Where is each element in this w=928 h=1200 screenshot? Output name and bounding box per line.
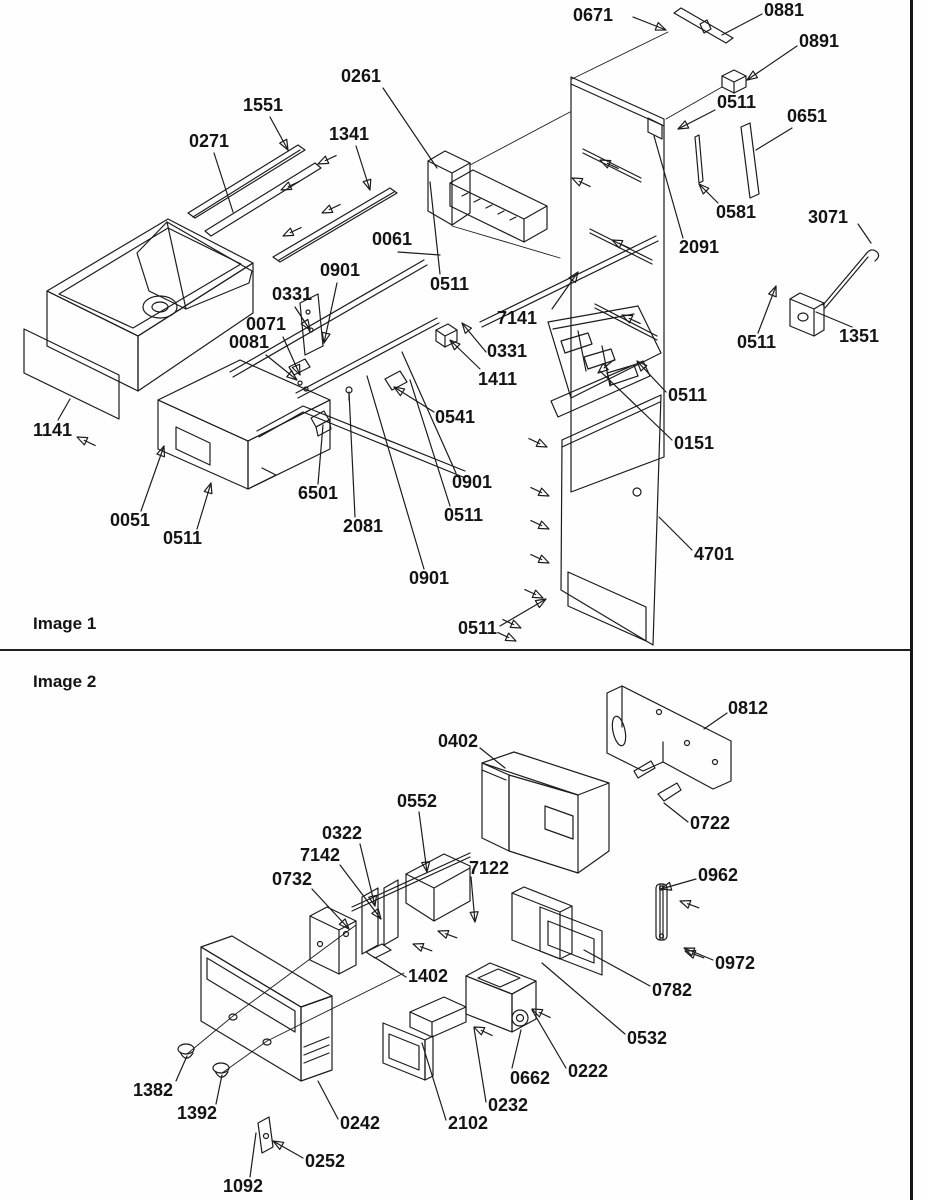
leader-line-0651 [756, 128, 792, 150]
leader-line-0511 [430, 182, 440, 274]
leader-line-0081 [266, 355, 297, 380]
ice-maker-head-shape [428, 112, 570, 258]
leader-line-0061 [398, 252, 440, 255]
image2-caption: Image 2 [33, 672, 97, 691]
part-label-0671: 0671 [573, 5, 614, 25]
leader-line-0671 [633, 17, 666, 30]
part-label-0972: 0972 [715, 953, 756, 973]
part-label-7122: 7122 [469, 858, 510, 878]
leader-line-0511 [637, 361, 666, 392]
part-label-0232: 0232 [488, 1095, 529, 1115]
page-right-border [910, 0, 913, 1200]
leader-line-0541 [394, 387, 434, 412]
leader-line-0511 [678, 110, 715, 129]
leader-line-4701 [659, 517, 692, 550]
leader-line-7122 [471, 877, 475, 922]
leader-line-1341 [356, 146, 370, 190]
part-label-1341: 1341 [329, 124, 370, 144]
leader-line-0252 [273, 1141, 303, 1158]
part-label-1351: 1351 [839, 326, 880, 346]
part-label-0222: 0222 [568, 1061, 609, 1081]
part-label-7142: 7142 [300, 845, 341, 865]
leader-line-0532 [542, 963, 625, 1034]
side-strip-shape [656, 884, 667, 940]
part-label-0322: 0322 [322, 823, 363, 843]
leader-line-1392 [216, 1075, 222, 1104]
leader-line-0901 [324, 283, 337, 343]
leader-line-0322 [360, 844, 375, 906]
leader-line-0511 [197, 483, 211, 529]
pin-shapes [634, 761, 681, 801]
part-label-1392: 1392 [177, 1103, 218, 1123]
part-label-0891: 0891 [799, 31, 840, 51]
leader-line-1402 [374, 957, 406, 977]
leader-line-0071 [283, 337, 300, 375]
part-label-2091: 2091 [679, 237, 720, 257]
part-label-0511: 0511 [444, 505, 484, 525]
part-label-0242: 0242 [340, 1113, 381, 1133]
leader-line-7141 [552, 272, 578, 309]
part-label-6501: 6501 [298, 483, 339, 503]
ice-bucket-shape [24, 219, 253, 419]
part-label-0782: 0782 [652, 980, 693, 1000]
leader-line-0881 [722, 14, 762, 35]
leader-line-2081 [349, 392, 355, 517]
part-label-0252: 0252 [305, 1151, 346, 1171]
part-label-0511: 0511 [163, 528, 203, 548]
part-label-0552: 0552 [397, 791, 438, 811]
leader-line-0271 [214, 153, 233, 212]
leader-line-0901 [367, 376, 424, 569]
center-frame-shapes [230, 236, 658, 477]
part-label-0812: 0812 [728, 698, 769, 718]
part-label-4701: 4701 [694, 544, 735, 564]
part-label-0901: 0901 [409, 568, 450, 588]
leader-line-0581 [699, 184, 718, 203]
part-label-0331: 0331 [487, 341, 528, 361]
part-label-2102: 2102 [448, 1113, 489, 1133]
leader-lines-layer [58, 14, 871, 1177]
leader-line-0662 [512, 1030, 521, 1068]
leader-line-1092 [250, 1133, 256, 1177]
lower-panel-shape [561, 395, 661, 645]
auger-motor-bracket-shape [790, 250, 879, 336]
display-panel-shape [383, 1023, 433, 1080]
image2-drawing [178, 686, 731, 1153]
evaporator-cluster-shapes [310, 853, 470, 974]
part-label-0511: 0511 [717, 92, 757, 112]
cover-shape [158, 360, 330, 489]
leader-line-0051 [141, 446, 164, 511]
part-label-0962: 0962 [698, 865, 739, 885]
leader-line-6501 [318, 425, 323, 484]
part-label-1551: 1551 [243, 95, 284, 115]
leader-line-1551 [270, 117, 288, 150]
leader-line-0782 [584, 950, 650, 986]
leader-line-0972 [684, 948, 713, 960]
leader-line-7142 [340, 865, 381, 919]
part-label-7141: 7141 [497, 308, 538, 328]
leader-line-0511 [758, 286, 776, 333]
part-label-0722: 0722 [690, 813, 731, 833]
leader-line-1411 [450, 340, 480, 369]
part-label-1402: 1402 [408, 966, 449, 986]
part-label-0662: 0662 [510, 1068, 551, 1088]
part-label-0151: 0151 [674, 433, 715, 453]
leader-line-0222 [532, 1010, 566, 1068]
part-label-3071: 3071 [808, 207, 849, 227]
leader-line-1141 [58, 399, 70, 420]
leader-line-0812 [704, 713, 727, 729]
leader-line-3071 [858, 224, 871, 243]
part-label-0511: 0511 [430, 274, 470, 294]
part-label-0271: 0271 [189, 131, 230, 151]
leader-line-0722 [664, 803, 688, 822]
leader-line-0962 [661, 879, 696, 889]
part-label-0732: 0732 [272, 869, 313, 889]
leader-line-1382 [176, 1056, 187, 1081]
leader-line-0511 [410, 380, 450, 506]
part-label-0581: 0581 [716, 202, 757, 222]
knob-shapes [178, 1044, 273, 1153]
part-label-0061: 0061 [372, 229, 413, 249]
part-label-1092: 1092 [223, 1176, 264, 1196]
leader-line-0732 [312, 889, 349, 929]
leader-line-0232 [474, 1028, 486, 1102]
leader-line-0891 [747, 46, 797, 80]
leader-line-2102 [422, 1043, 446, 1120]
image1-caption: Image 1 [33, 614, 97, 633]
leader-line-0331 [462, 323, 486, 352]
leader-line-1351 [816, 312, 852, 327]
ice-chute-shape [548, 306, 661, 417]
part-label-1382: 1382 [133, 1080, 174, 1100]
part-label-0651: 0651 [787, 106, 828, 126]
leader-line-2091 [654, 136, 683, 238]
housing-shape [482, 752, 609, 873]
mounting-bracket-shape [607, 686, 731, 789]
rail-shapes [188, 145, 397, 262]
leader-line-0511 [500, 599, 546, 626]
part-label-2081: 2081 [343, 516, 384, 536]
part-label-0901: 0901 [320, 260, 361, 280]
part-label-1411: 1411 [478, 369, 518, 389]
back-panel-shape [571, 77, 664, 492]
leader-line-0242 [318, 1081, 338, 1119]
leader-line-0402 [480, 748, 505, 768]
part-label-1141: 1141 [33, 420, 73, 440]
part-label-0081: 0081 [229, 332, 270, 352]
leader-line-0331 [295, 307, 310, 330]
part-label-0541: 0541 [435, 407, 476, 427]
part-label-0532: 0532 [627, 1028, 668, 1048]
part-label-0071: 0071 [246, 314, 287, 334]
leader-line-0552 [419, 812, 427, 872]
fan-duct-shapes [410, 887, 602, 1037]
section-divider [0, 649, 913, 651]
part-label-0511: 0511 [737, 332, 777, 352]
part-label-0901: 0901 [452, 472, 493, 492]
part-label-0331: 0331 [272, 284, 313, 304]
leader-line-0261 [383, 88, 437, 168]
part-label-0511: 0511 [668, 385, 708, 405]
part-label-0881: 0881 [764, 0, 805, 20]
part-label-0051: 0051 [110, 510, 151, 530]
front-grille-shape [187, 925, 404, 1081]
part-label-0402: 0402 [438, 731, 479, 751]
part-label-0511: 0511 [458, 618, 498, 638]
part-label-0261: 0261 [341, 66, 382, 86]
leader-line-0151 [600, 371, 672, 440]
